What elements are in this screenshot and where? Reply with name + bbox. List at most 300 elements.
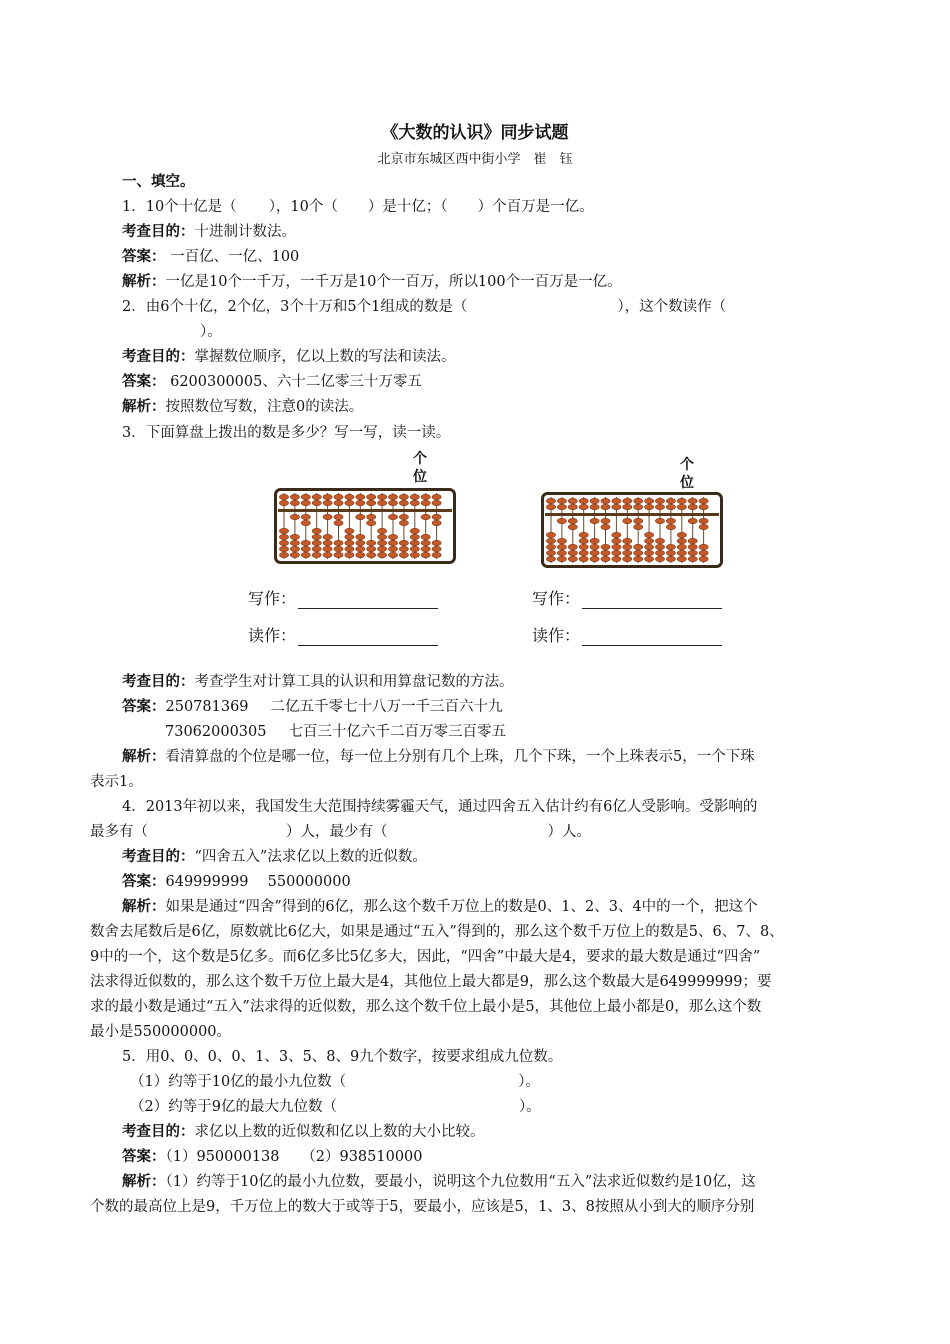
abacus-bead bbox=[699, 544, 708, 549]
abacus-bead bbox=[666, 550, 675, 555]
abacus-bead bbox=[334, 500, 343, 505]
q2-answer bbox=[122, 372, 422, 392]
q1-text-a: 1．10个十亿是（ bbox=[122, 199, 237, 215]
abacus-bead bbox=[301, 540, 310, 545]
abacus-bead bbox=[290, 540, 299, 545]
abacus-bead bbox=[334, 520, 343, 525]
purpose-label: 考查目的： bbox=[122, 223, 195, 240]
purpose-label: 考查目的： bbox=[122, 348, 195, 365]
place-char: 个 bbox=[680, 457, 694, 473]
abacus-bead bbox=[590, 556, 599, 561]
abacus-bead bbox=[312, 546, 321, 551]
answer-text: 一百亿、一亿、100 bbox=[170, 249, 300, 265]
abacus-bead bbox=[590, 498, 599, 503]
abacus-bead bbox=[666, 518, 675, 523]
answer-text: （1）950000138 （2）938510000 bbox=[165, 1149, 423, 1165]
abacus-bead bbox=[367, 520, 376, 525]
abacus-bead bbox=[677, 550, 686, 555]
abacus-bead bbox=[345, 534, 354, 539]
abacus-bead bbox=[677, 538, 686, 543]
purpose-text: 求亿以上数的近似数和亿以上数的大小比较。 bbox=[194, 1124, 485, 1140]
place-marker-left bbox=[410, 450, 430, 486]
abacus-bead bbox=[655, 504, 664, 509]
abacus-bead bbox=[557, 544, 566, 549]
q2-purpose bbox=[122, 347, 456, 367]
abacus-bead bbox=[688, 518, 697, 523]
abacus-bead bbox=[432, 500, 441, 505]
abacus-bead bbox=[623, 498, 632, 503]
purpose-label: 考查目的： bbox=[122, 1123, 195, 1140]
abacus-bead bbox=[399, 552, 408, 557]
abacus-bead bbox=[634, 518, 643, 523]
q4-answer bbox=[122, 872, 351, 892]
abacus-bead bbox=[623, 544, 632, 549]
abacus-bead bbox=[410, 534, 419, 539]
abacus-bead bbox=[323, 534, 332, 539]
answer-text: 6200300005、六十二亿零三十万零五 bbox=[170, 374, 422, 390]
abacus-bead bbox=[323, 514, 332, 519]
purpose-label: 考查目的： bbox=[122, 848, 195, 865]
q5-sub1-end: ）。 bbox=[518, 1074, 540, 1090]
answer-blank[interactable] bbox=[582, 629, 722, 646]
abacus-bead bbox=[699, 550, 708, 555]
abacus-bead bbox=[312, 494, 321, 499]
abacus-bead bbox=[388, 540, 397, 545]
abacus-bead bbox=[601, 518, 610, 523]
abacus-bead bbox=[579, 544, 588, 549]
abacus-bead bbox=[601, 550, 610, 555]
abacus-bead bbox=[367, 500, 376, 505]
abacus-bead bbox=[688, 544, 697, 549]
abacus-bead bbox=[432, 546, 441, 551]
abacus-bead bbox=[590, 544, 599, 549]
abacus-bead bbox=[345, 528, 354, 533]
abacus-bead bbox=[421, 546, 430, 551]
abacus-bead bbox=[334, 514, 343, 519]
answer-reading: 七百三十亿六千二百万零三百零五 bbox=[288, 724, 506, 740]
abacus-bead bbox=[356, 552, 365, 557]
question-3: 3．下面算盘上拨出的数是多少？写一写，读一读。 bbox=[122, 425, 451, 441]
place-char: 位 bbox=[680, 475, 694, 491]
abacus-bead bbox=[568, 498, 577, 503]
abacus-bead bbox=[645, 550, 654, 555]
q4-text-c: ）人。 bbox=[547, 824, 591, 840]
purpose-text: 掌握数位顺序，亿以上数的写法和读法。 bbox=[194, 349, 456, 365]
abacus-bead bbox=[623, 538, 632, 543]
q3-analysis-1 bbox=[122, 747, 755, 767]
question-5: 5．用0、0、0、0、1、3、5、8、9九个数字，按要求组成九位数。 bbox=[122, 1049, 563, 1065]
abacus-bead bbox=[666, 544, 675, 549]
abacus-bead bbox=[645, 498, 654, 503]
read-label: 读作： bbox=[532, 626, 581, 645]
abacus-bead bbox=[568, 504, 577, 509]
abacus-bead bbox=[410, 540, 419, 545]
analysis-text: 如果是通过“四舍”得到的6亿，那么这个数千万位上的数是0、1、2、3、4中的一个，把这个 bbox=[165, 899, 758, 915]
write-label: 写作： bbox=[248, 589, 297, 608]
analysis-label: 解析： bbox=[122, 1173, 166, 1190]
abacus-bead bbox=[378, 534, 387, 539]
abacus-bead bbox=[367, 552, 376, 557]
abacus-bead bbox=[666, 504, 675, 509]
abacus-bead bbox=[557, 518, 566, 523]
abacus-bead bbox=[279, 528, 288, 533]
q3-analysis-2: 表示1。 bbox=[90, 774, 143, 790]
answer-label: 答案： bbox=[122, 373, 166, 390]
abacus-bead bbox=[568, 556, 577, 561]
q1-text-d: ）个百万是一亿。 bbox=[477, 199, 594, 215]
abacus-bead bbox=[601, 524, 610, 529]
analysis-label: 解析： bbox=[122, 273, 166, 290]
abacus-bead bbox=[557, 498, 566, 503]
abacus-bead bbox=[367, 540, 376, 545]
q1-purpose bbox=[122, 222, 296, 242]
abacus-bead bbox=[557, 504, 566, 509]
abacus-bead bbox=[568, 550, 577, 555]
q1-text-b: ），10个（ bbox=[268, 199, 338, 215]
q2-text-b: ），这个数读作（ bbox=[617, 299, 727, 315]
abacus-bead bbox=[279, 546, 288, 551]
abacus-bead bbox=[345, 500, 354, 505]
purpose-text: 考查学生对计算工具的认识和用算盘记数的方法。 bbox=[194, 674, 514, 690]
abacus-bead bbox=[634, 504, 643, 509]
abacus-bead bbox=[699, 504, 708, 509]
abacus-bead bbox=[301, 500, 310, 505]
abacus-bead bbox=[301, 514, 310, 519]
abacus-bead bbox=[410, 552, 419, 557]
abacus-bead bbox=[645, 556, 654, 561]
abacus-bead bbox=[557, 538, 566, 543]
answer-number: 73062000305 bbox=[165, 724, 267, 740]
abacus-bead bbox=[699, 556, 708, 561]
abacus-bead bbox=[623, 518, 632, 523]
abacus-bead bbox=[590, 550, 599, 555]
q3-answer-1 bbox=[122, 697, 503, 717]
q1-text-c: ）是十亿；（ bbox=[367, 199, 448, 215]
abacus-bead bbox=[655, 544, 664, 549]
abacus-bead bbox=[301, 552, 310, 557]
abacus-bead bbox=[290, 546, 299, 551]
abacus-bead bbox=[378, 546, 387, 551]
abacus-bead bbox=[579, 532, 588, 537]
abacus-bead bbox=[345, 552, 354, 557]
abacus-bead bbox=[421, 500, 430, 505]
abacus-bead bbox=[367, 494, 376, 499]
abacus-bead bbox=[388, 552, 397, 557]
section-heading: 一、填空。 bbox=[122, 173, 195, 190]
page-title: 《大数的认识》同步试题 bbox=[381, 123, 569, 143]
author-line: 北京市东城区西中街小学 崔 钰 bbox=[377, 152, 573, 167]
q5-sub1-text: （1）约等于10亿的最小九位数（ bbox=[130, 1074, 347, 1090]
analysis-label: 解析： bbox=[122, 398, 166, 415]
abacus-bead bbox=[432, 494, 441, 499]
answer-blank[interactable] bbox=[582, 592, 722, 609]
abacus-bead bbox=[546, 532, 555, 537]
abacus-bead bbox=[367, 546, 376, 551]
abacus-bead bbox=[301, 520, 310, 525]
abacus-bead bbox=[590, 538, 599, 543]
abacus-bead bbox=[410, 528, 419, 533]
abacus-bead bbox=[399, 540, 408, 545]
abacus-bead bbox=[634, 550, 643, 555]
analysis-text: 按照数位写数，注意0的读法。 bbox=[165, 399, 364, 415]
abacus-bead bbox=[677, 504, 686, 509]
abacus-bead bbox=[655, 556, 664, 561]
abacus-bead bbox=[345, 494, 354, 499]
abacus-left bbox=[274, 488, 456, 564]
abacus-bead bbox=[546, 550, 555, 555]
q5-analysis-2: 个数的最高位上是9，千万位上的数大于或等于5，要最小，应该是5，1、3、8按照从小到大的顺序分别 bbox=[90, 1199, 755, 1215]
abacus-bead bbox=[356, 534, 365, 539]
q1-answer bbox=[122, 247, 299, 267]
abacus-bead bbox=[312, 540, 321, 545]
abacus-bead bbox=[399, 494, 408, 499]
abacus-bead bbox=[334, 546, 343, 551]
abacus-bead bbox=[323, 494, 332, 499]
q5-sub2-text: （2）约等于9亿的最大九位数（ bbox=[130, 1099, 337, 1115]
q2-text-c: ）。 bbox=[200, 324, 222, 340]
abacus-bead bbox=[290, 552, 299, 557]
answer-blank[interactable] bbox=[298, 592, 438, 609]
abacus-bead bbox=[388, 500, 397, 505]
read-field-left bbox=[248, 623, 438, 646]
abacus-bead bbox=[645, 532, 654, 537]
abacus-bead bbox=[579, 498, 588, 503]
abacus-bead bbox=[655, 518, 664, 523]
abacus-bead bbox=[399, 546, 408, 551]
abacus-bead bbox=[399, 500, 408, 505]
abacus-bead bbox=[699, 524, 708, 529]
abacus-bead bbox=[568, 544, 577, 549]
abacus-bead bbox=[421, 540, 430, 545]
q4-purpose bbox=[122, 847, 427, 867]
abacus-bead bbox=[399, 514, 408, 519]
read-field-right bbox=[532, 623, 722, 646]
abacus-bead bbox=[356, 540, 365, 545]
abacus-bead bbox=[677, 532, 686, 537]
answer-reading: 二亿五千零七十八万一千三百六十九 bbox=[270, 699, 503, 715]
abacus-bead bbox=[645, 504, 654, 509]
abacus-bead bbox=[334, 540, 343, 545]
abacus-bead bbox=[388, 494, 397, 499]
abacus-bead bbox=[410, 500, 419, 505]
q2-text-a: 2．由6个十亿，2个亿，3个十万和5个1组成的数是（ bbox=[122, 299, 468, 315]
abacus-bead bbox=[634, 556, 643, 561]
q4-analysis-3: 9中的一个，这个数是5亿多。而6亿多比5亿多大，因此，“四舍”中最大是4，要求的最大数是通过“四舍” bbox=[90, 949, 761, 965]
abacus-bead bbox=[367, 514, 376, 519]
answer-label: 答案： bbox=[122, 1148, 166, 1165]
q5-purpose bbox=[122, 1122, 485, 1142]
abacus-bead bbox=[546, 504, 555, 509]
abacus-bead bbox=[378, 500, 387, 505]
abacus-bead bbox=[290, 494, 299, 499]
abacus-bead bbox=[378, 540, 387, 545]
abacus-bead bbox=[612, 550, 621, 555]
abacus-bead bbox=[612, 532, 621, 537]
abacus-bead bbox=[378, 552, 387, 557]
q2-analysis bbox=[122, 397, 363, 417]
abacus-bead bbox=[579, 556, 588, 561]
abacus-bead bbox=[421, 514, 430, 519]
abacus-bead bbox=[323, 500, 332, 505]
q4-text-a: 最多有（ bbox=[90, 824, 148, 840]
abacus-bead bbox=[279, 494, 288, 499]
abacus-bead bbox=[557, 550, 566, 555]
analysis-label: 解析： bbox=[122, 898, 166, 915]
abacus-bead bbox=[666, 556, 675, 561]
abacus-bead bbox=[546, 556, 555, 561]
abacus-bead bbox=[612, 498, 621, 503]
abacus-bead bbox=[601, 498, 610, 503]
abacus-bead bbox=[301, 494, 310, 499]
answer-label: 答案： bbox=[122, 873, 166, 890]
abacus-bead bbox=[279, 500, 288, 505]
q3-answer-2 bbox=[165, 722, 506, 742]
abacus-bead bbox=[612, 538, 621, 543]
place-marker-right bbox=[677, 456, 697, 492]
abacus-bead bbox=[410, 546, 419, 551]
abacus-bead bbox=[568, 524, 577, 529]
abacus-bead bbox=[432, 514, 441, 519]
answer-label: 答案： bbox=[122, 248, 166, 265]
abacus-beam bbox=[278, 509, 452, 512]
q4-text-b: ）人，最少有（ bbox=[286, 824, 388, 840]
abacus-bead bbox=[568, 518, 577, 523]
abacus-bead bbox=[699, 518, 708, 523]
q4-analysis-4: 法求得近似数的，那么这个数千万位上最大是4，其他位上最大都是9，那么这个数最大是649999999；要 bbox=[90, 974, 772, 990]
abacus-bead bbox=[579, 550, 588, 555]
answer-text: 649999999 550000000 bbox=[165, 874, 351, 890]
analysis-text: （1）约等于10亿的最小九位数，要最小，说明这个九位数用“五入”法求近似数约是10亿，这 bbox=[165, 1174, 756, 1190]
q5-analysis-1 bbox=[122, 1172, 756, 1192]
abacus-bead bbox=[290, 514, 299, 519]
abacus-bead bbox=[356, 494, 365, 499]
abacus-bead bbox=[378, 528, 387, 533]
q4-analysis-2: 数舍去尾数后是6亿，原数就比6亿大，如果是通过“五入”得到的，那么这个数千万位上的数是5、6、7、8、 bbox=[90, 924, 784, 940]
abacus-bead bbox=[601, 556, 610, 561]
abacus-bead bbox=[645, 544, 654, 549]
abacus-bead bbox=[634, 524, 643, 529]
q1-analysis bbox=[122, 272, 622, 292]
abacus-bead bbox=[334, 494, 343, 499]
abacus-bead bbox=[634, 544, 643, 549]
abacus-bead bbox=[688, 556, 697, 561]
abacus-bead bbox=[677, 544, 686, 549]
abacus-bead bbox=[666, 498, 675, 503]
abacus-bead bbox=[688, 498, 697, 503]
answer-label: 答案： bbox=[122, 698, 166, 715]
question-4-line1: 4．2013年初以来，我国发生大范围持续雾霾天气，通过四舍五入估计约有6亿人受影响。受影响的 bbox=[122, 799, 758, 815]
abacus-bead bbox=[421, 494, 430, 499]
abacus-bead bbox=[388, 546, 397, 551]
abacus-bead bbox=[323, 552, 332, 557]
abacus-bead bbox=[279, 534, 288, 539]
question-4-line2 bbox=[90, 822, 591, 842]
abacus-bead bbox=[590, 504, 599, 509]
abacus-bead bbox=[612, 504, 621, 509]
q3-purpose bbox=[122, 672, 514, 692]
q5-sub-2 bbox=[130, 1097, 541, 1117]
abacus-bead bbox=[612, 556, 621, 561]
write-label: 写作： bbox=[532, 589, 581, 608]
abacus-bead bbox=[546, 538, 555, 543]
abacus-bead bbox=[356, 500, 365, 505]
read-label: 读作： bbox=[248, 626, 297, 645]
abacus-bead bbox=[312, 552, 321, 557]
abacus-bead bbox=[699, 498, 708, 503]
abacus-bead bbox=[421, 552, 430, 557]
abacus-bead bbox=[312, 534, 321, 539]
abacus-bead bbox=[410, 494, 419, 499]
abacus-bead bbox=[655, 498, 664, 503]
abacus-bead bbox=[399, 520, 408, 525]
abacus-beam bbox=[545, 513, 719, 516]
abacus-bead bbox=[356, 546, 365, 551]
abacus-bead bbox=[290, 500, 299, 505]
abacus-bead bbox=[557, 556, 566, 561]
abacus-bead bbox=[645, 538, 654, 543]
answer-number: 250781369 bbox=[165, 699, 249, 715]
abacus-bead bbox=[290, 534, 299, 539]
abacus-bead bbox=[345, 540, 354, 545]
abacus-bead bbox=[279, 552, 288, 557]
abacus-bead bbox=[579, 538, 588, 543]
analysis-label: 解析： bbox=[122, 748, 166, 765]
abacus-right bbox=[541, 492, 723, 568]
write-field-left bbox=[248, 586, 438, 609]
abacus-bead bbox=[378, 494, 387, 499]
abacus-bead bbox=[579, 504, 588, 509]
q4-analysis-1 bbox=[122, 897, 758, 917]
abacus-bead bbox=[546, 498, 555, 503]
abacus-bead bbox=[677, 498, 686, 503]
analysis-text: 一亿是10个一千万，一千万是10个一百万，所以100个一百万是一亿。 bbox=[165, 274, 622, 290]
abacus-bead bbox=[623, 556, 632, 561]
abacus-bead bbox=[279, 540, 288, 545]
abacus-bead bbox=[590, 518, 599, 523]
abacus-bead bbox=[312, 500, 321, 505]
abacus-bead bbox=[688, 504, 697, 509]
abacus-bead bbox=[688, 550, 697, 555]
abacus-bead bbox=[666, 524, 675, 529]
abacus-bead bbox=[334, 552, 343, 557]
abacus-bead bbox=[432, 520, 441, 525]
abacus-bead bbox=[432, 552, 441, 557]
abacus-bead bbox=[688, 538, 697, 543]
q4-analysis-6: 最小是550000000。 bbox=[90, 1024, 232, 1040]
abacus-bead bbox=[323, 546, 332, 551]
purpose-label: 考查目的： bbox=[122, 673, 195, 690]
abacus-bead bbox=[601, 504, 610, 509]
abacus-bead bbox=[634, 498, 643, 503]
question-2 bbox=[122, 297, 726, 317]
question-1 bbox=[122, 197, 594, 217]
abacus-bead bbox=[323, 540, 332, 545]
abacus-bead bbox=[301, 546, 310, 551]
write-field-right bbox=[532, 586, 722, 609]
q5-answer bbox=[122, 1147, 423, 1167]
abacus-bead bbox=[356, 514, 365, 519]
abacus-bead bbox=[601, 544, 610, 549]
place-char: 个 bbox=[413, 451, 427, 467]
abacus-bead bbox=[623, 504, 632, 509]
abacus-bead bbox=[432, 540, 441, 545]
analysis-text: 看清算盘的个位是哪一位，每一位上分别有几个上珠，几个下珠，一个上珠表示5，一个下珠 bbox=[165, 749, 755, 765]
q4-analysis-5: 求的最小数是通过“五入”法求得的近似数，那么这个数千位上最小是5，其他位上最小都是0，那么这个数 bbox=[90, 999, 762, 1015]
abacus-bead bbox=[345, 546, 354, 551]
answer-blank[interactable] bbox=[298, 629, 438, 646]
abacus-bead bbox=[623, 550, 632, 555]
abacus-bead bbox=[388, 514, 397, 519]
